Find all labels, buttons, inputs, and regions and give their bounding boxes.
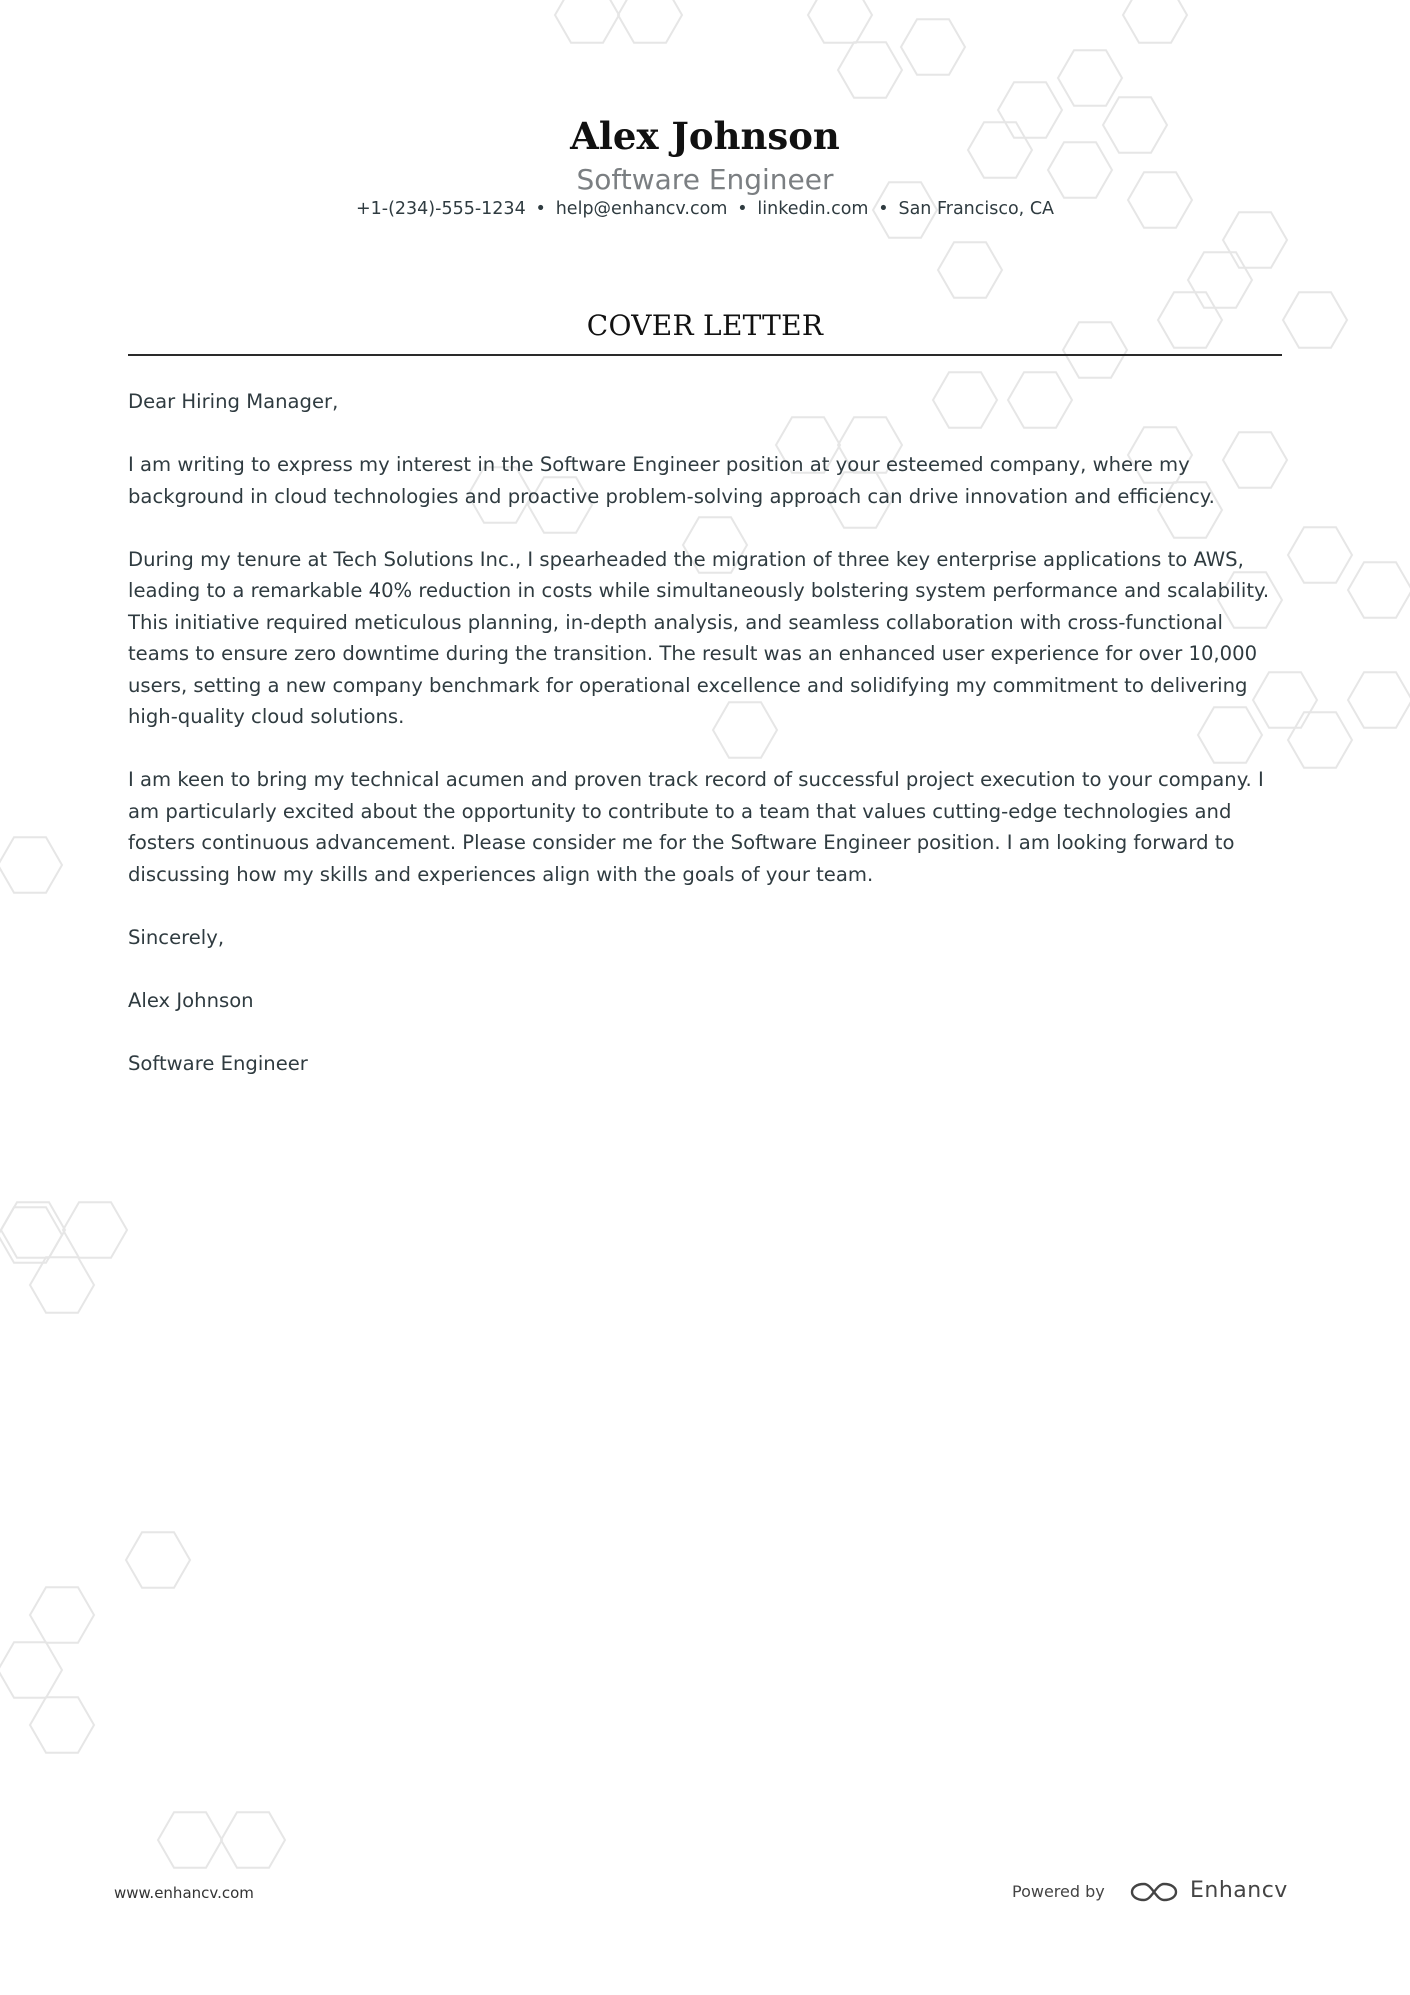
hexagon-shape: [1188, 252, 1252, 307]
hexagon-shape: [1123, 0, 1187, 43]
enhancv-logo-icon: [1130, 1878, 1178, 1906]
letter-paragraph-3: I am keen to bring my technical acumen and proven track record of successful project execution to your company. I am particularly excited about the opportunity to contribute to a team that values cutting-edge technologies and fosters continuous advancement. Please consider me for the Software Engineer position. I am looking forward to discussing how my skills and experiences align with the goals of your team.: [128, 768, 1264, 886]
contact-location: San Francisco, CA: [898, 199, 1055, 219]
hexagon-shape: [938, 242, 1002, 297]
letter-closing: Sincerely,: [128, 925, 225, 949]
hexagon-shape: [1348, 672, 1410, 727]
hexagon-shape: [0, 1642, 62, 1697]
separator-dot: •: [737, 199, 748, 219]
enhancv-brand-name: Enhancv: [1190, 1878, 1288, 1903]
contact-line: [0, 197, 1410, 221]
hexagon-shape: [1058, 50, 1122, 105]
candidate-name: Alex Johnson: [570, 114, 840, 158]
hexagon-shape: [1, 1202, 65, 1257]
separator-dot: •: [878, 199, 889, 219]
contact-phone: +1-(234)-555-1234: [355, 199, 526, 219]
footer-url-link[interactable]: www.enhancv.com: [114, 1884, 254, 1902]
signature-name: Alex Johnson: [128, 988, 254, 1012]
hexagon-shape: [1348, 562, 1410, 617]
contact-linkedin[interactable]: linkedin.com: [757, 199, 869, 219]
letter-paragraph-2: During my tenure at Tech Solutions Inc., I spearheaded the migration of three key enterprise applications to AWS, leading to a remarkable 40% reduction in costs while simultaneously bolstering system performance and scalability. This initiative required meticulous planning, in-depth analysis, and seamless collaboration with cross-functional teams to ensure zero downtime during the transition. The result was an enhanced user experience for over 10,000 users, setting a new company benchmark for operational excellence and solidifying my commitment to delivering high-quality cloud solutions.: [128, 547, 1270, 728]
separator-dot: •: [535, 199, 546, 219]
hexagon-shape: [808, 0, 872, 43]
hexagon-shape: [30, 1257, 94, 1312]
letter-paragraph-1: I am writing to express my interest in the Software Engineer position at your esteemed company, where my background in cloud technologies and proactive problem-solving approach can drive innovation and efficiency.: [128, 453, 1215, 508]
hexagon-shape: [838, 42, 902, 97]
hexagon-shape: [30, 1587, 94, 1642]
hexagon-shape: [618, 0, 682, 43]
letter-greeting: Dear Hiring Manager,: [128, 390, 339, 413]
hexagon-shape: [126, 1532, 190, 1587]
hexagon-shape: [555, 0, 619, 43]
section-title: COVER LETTER: [586, 309, 824, 342]
hexagon-shape: [1288, 712, 1352, 767]
section-divider: [128, 354, 1282, 356]
hexagon-shape: [63, 1202, 127, 1257]
letter-body: [128, 386, 1282, 1111]
hexagon-shape: [158, 1812, 222, 1867]
hexagon-shape: [30, 1697, 94, 1752]
hexagon-shape: [901, 19, 965, 74]
hexagon-shape: [1288, 527, 1352, 582]
powered-by-label: Powered by: [1012, 1882, 1105, 1901]
signature-title: Software Engineer: [128, 1051, 308, 1075]
hexagon-shape: [0, 837, 62, 892]
contact-email[interactable]: help@enhancv.com: [555, 199, 728, 219]
candidate-title: Software Engineer: [576, 163, 834, 196]
hexagon-shape: [221, 1812, 285, 1867]
